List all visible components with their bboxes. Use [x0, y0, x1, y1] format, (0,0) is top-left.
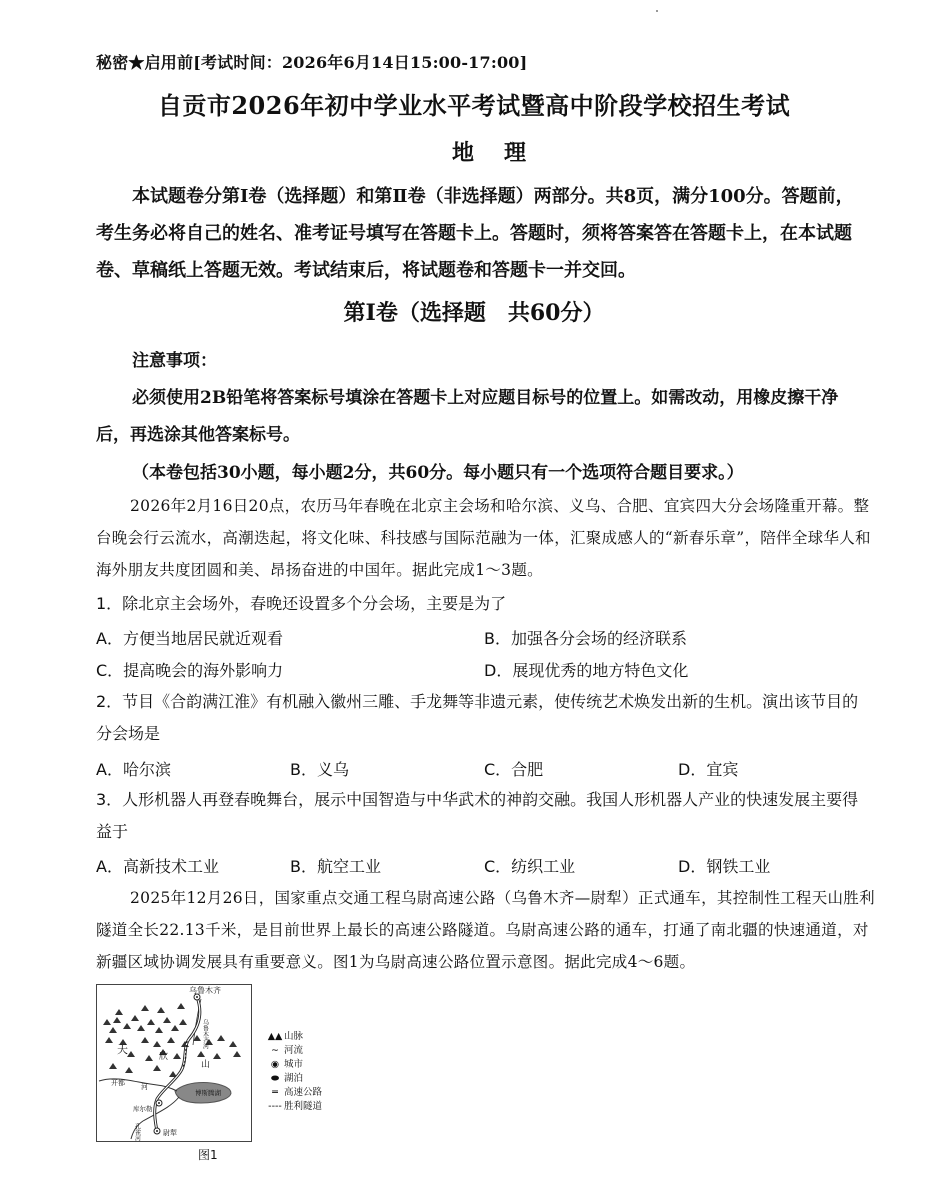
q1-option-c: C．提高晚会的海外影响力: [96, 661, 284, 680]
route-map: [96, 984, 252, 1142]
secret-line: 秘密★启用前[考试时间：2026年6月14日15:00-17:00]: [96, 53, 528, 72]
label-kongque: 孔雀河: [133, 1123, 141, 1141]
label-yuli: 尉犁: [163, 1129, 177, 1137]
map-legend: [266, 1030, 322, 1114]
question-1-stem: 1．除北京主会场外，春晚还设置多个分会场，主要是为了: [96, 594, 507, 613]
notice-paragraph: 必须使用2B铅笔将答案标号填涂在答题卡上对应题目标号的位置上。如需改动，用橡皮擦干净后，再选涂其他答案标号。: [96, 388, 839, 445]
label-korla: 库尔勒: [133, 1105, 153, 1113]
river-icon: ∼: [271, 1045, 279, 1056]
q3-option-c: C．纺织工业: [484, 857, 576, 876]
legend-city: ◉ 城市: [266, 1058, 322, 1072]
material-1: 2026年2月16日20点，农历马年春晚在北京主会场和哈尔滨、义乌、合肥、宜宾四大分会场隆重开幕。整台晚会行云流水，高潮迭起，将文化味、科技感与国际范融为一体，汇聚成感人的“新春乐章”，陪伴全球华人和海外朋友共度团圆和美、昂扬奋进的中国年。据此完成1～3题。: [96, 497, 871, 579]
legend-tunnel: ---- 胜利隧道: [266, 1100, 322, 1114]
mountain-range-icons: [103, 1003, 241, 1077]
label-he: 河: [141, 1083, 148, 1091]
section-title: 第Ⅰ卷（选择题 共60分）: [343, 300, 605, 326]
label-shan: 山: [201, 1060, 211, 1070]
legend-lake: ⬬ 湖泊: [266, 1072, 322, 1086]
subject-title: 地理: [451, 140, 556, 166]
mountain-icon: ▲▲: [267, 1031, 283, 1042]
scan-speck: [656, 10, 658, 12]
q1-option-a: A．方便当地居民就近观看: [96, 629, 283, 648]
label-urumqi: 乌鲁木齐: [189, 986, 221, 995]
label-urumqi-river: 乌鲁木齐河: [201, 1019, 209, 1049]
label-tian: 天: [117, 1043, 128, 1056]
label-mountain-mid: 欣: [159, 1052, 169, 1062]
section-scope: （本卷包括30小题，每小题2分，共60分。每小题只有一个选项符合题目要求。）: [132, 463, 744, 483]
label-bosten: 博斯腾湖: [195, 1089, 221, 1097]
q3-option-a: A．高新技术工业: [96, 857, 219, 876]
legend-river: ∼ 河流: [266, 1044, 322, 1058]
intro-paragraph: 本试题卷分第Ⅰ卷（选择题）和第Ⅱ卷（非选择题）两部分。共8页，满分100分。答题前，考生务必将自己的姓名、准考证号填写在答题卡上。答题时，须将答案答在答题卡上，在本试题卷、草稿纸上答题无效。考试结束后，将试题卷和答题卡一并交回。: [96, 186, 854, 281]
q3-option-d: D．钢铁工业: [678, 857, 771, 876]
q2-option-a: A．哈尔滨: [96, 760, 171, 779]
q3-option-b: B．航空工业: [290, 857, 381, 876]
label-kaidu: 开都: [111, 1079, 125, 1087]
q2-option-c: C．合肥: [484, 760, 544, 779]
figure-caption: 图1: [198, 1148, 218, 1162]
legend-mountain: ▲▲ 山脉: [267, 1031, 304, 1042]
city-icon: ◉: [270, 1059, 280, 1070]
q1-option-d: D．展现优秀的地方特色文化: [484, 661, 689, 680]
q1-option-b: B．加强各分会场的经济联系: [484, 629, 687, 648]
notice-heading: 注意事项：: [132, 351, 217, 371]
highway-icon: ═: [272, 1087, 278, 1098]
question-2-stem: 2．节目《合韵满江淮》有机融入徽州三雕、手龙舞等非遗元素，使传统艺术焕发出新的生机。演出该节目的分会场是: [96, 692, 859, 743]
lake-icon: ⬬: [270, 1073, 280, 1084]
material-2: 2025年12月26日，国家重点交通工程乌尉高速公路（乌鲁木齐—尉犁）正式通车，其控制性工程天山胜利隧道全长22.13千米，是目前世界上最长的高速公路隧道。乌尉高速公路的通车，打通了南北疆的快速通道，对新疆区域协调发展具有重要意义。图1为乌尉高速公路位置示意图。据此完成4～6题。: [96, 889, 875, 971]
exam-title: 自贡市2026年初中学业水平考试暨高中阶段学校招生考试: [157, 91, 791, 120]
question-3-stem: 3．人形机器人再登春晚舞台，展示中国智造与中华武术的神韵交融。我国人形机器人产业的快速发展主要得益于: [96, 790, 859, 841]
q2-option-d: D．宜宾: [678, 760, 739, 779]
legend-highway: ═ 高速公路: [266, 1086, 322, 1100]
q2-option-b: B．义乌: [290, 760, 349, 779]
tunnel-icon: ----: [268, 1101, 282, 1112]
route-map-svg: [97, 985, 251, 1141]
